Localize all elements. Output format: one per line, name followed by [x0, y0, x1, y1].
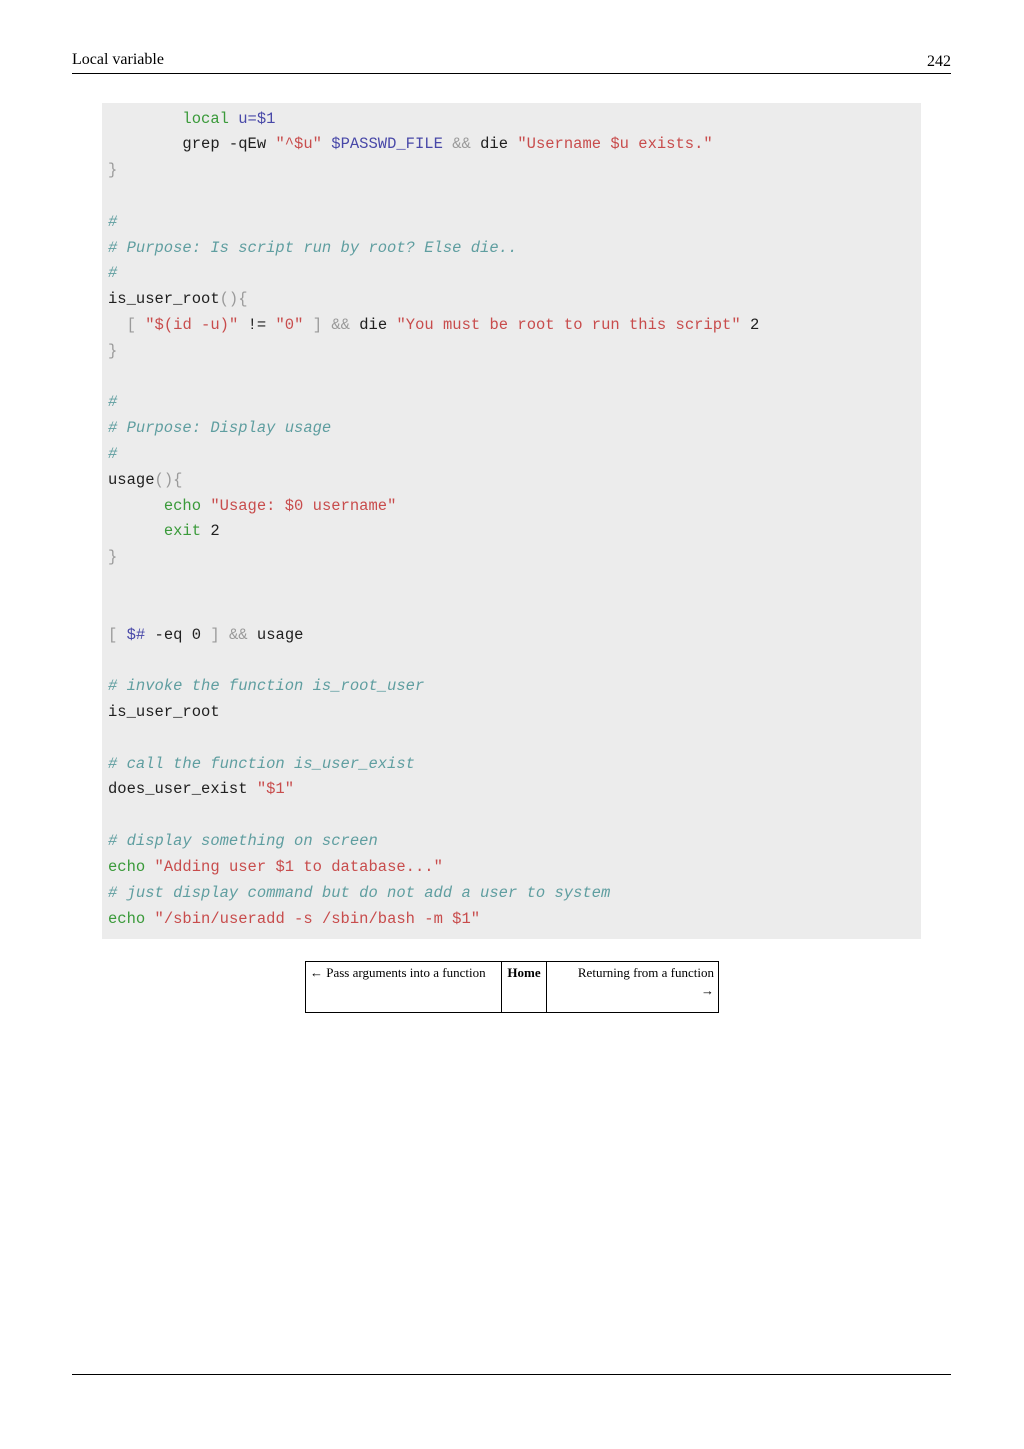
- right-arrow-icon: →: [701, 983, 714, 998]
- code-comment: #: [108, 393, 118, 411]
- code-token: ]: [210, 626, 220, 644]
- code-token: [: [108, 626, 118, 644]
- code-comment: # just display command but do not add a user to system: [108, 884, 611, 902]
- page-header: [72, 50, 951, 74]
- code-line: [108, 857, 443, 877]
- code-token: (){: [219, 290, 248, 308]
- code-block: [102, 103, 921, 939]
- code-token: 2: [749, 316, 760, 334]
- code-token: "^$u": [275, 135, 322, 153]
- code-line: [108, 134, 713, 154]
- code-token: "$(id -u)": [145, 316, 239, 334]
- code-line: }: [108, 161, 118, 179]
- code-comment: #: [108, 264, 118, 282]
- code-token: "Username $u exists.": [517, 135, 713, 153]
- code-line: [108, 289, 248, 309]
- code-line: [108, 470, 182, 490]
- code-token: echo: [108, 910, 146, 928]
- code-token: (){: [154, 471, 183, 489]
- code-token: does_user_exist: [108, 780, 257, 798]
- code-comment: # display something on screen: [108, 832, 378, 850]
- code-token: usage: [256, 626, 304, 644]
- code-token: $#: [126, 626, 146, 644]
- code-token: &&: [452, 135, 471, 153]
- code-token: u=$1: [238, 110, 276, 128]
- code-token: "Adding user $1 to database...": [154, 858, 443, 876]
- code-comment: # call the function is_user_exist: [108, 755, 415, 773]
- code-line: [108, 779, 294, 799]
- code-comment: # invoke the function is_root_user: [108, 677, 425, 695]
- code-comment: # Purpose: Is script run by root? Else die..: [108, 239, 518, 257]
- code-token: "/sbin/useradd -s /sbin/bash -m $1": [154, 910, 481, 928]
- code-token: grep -qEw: [182, 135, 276, 153]
- prev-page-link[interactable]: ← Pass arguments into a function: [306, 962, 502, 1012]
- code-token: ]: [312, 316, 323, 334]
- code-token: local: [182, 110, 229, 128]
- navigation-table: [305, 961, 719, 1013]
- code-line: [108, 496, 396, 516]
- code-token: $PASSWD_FILE: [331, 135, 443, 153]
- code-token: is_user_root: [108, 290, 220, 308]
- code-line: }: [108, 342, 118, 360]
- code-token: [: [126, 316, 136, 334]
- code-comment: #: [108, 213, 118, 231]
- code-token: echo: [163, 497, 202, 515]
- page-title: Local variable: [72, 51, 164, 68]
- next-page-link[interactable]: [547, 962, 718, 1012]
- code-token: !=: [247, 316, 267, 334]
- code-token: usage: [108, 471, 155, 489]
- code-token: &&: [229, 626, 248, 644]
- footer-rule: [72, 1374, 951, 1375]
- home-link[interactable]: Home: [502, 962, 547, 1012]
- code-token: -eq 0: [154, 626, 202, 644]
- code-line: [108, 521, 220, 541]
- code-token: 2: [210, 522, 220, 540]
- code-token: die: [359, 316, 388, 334]
- code-line: }: [108, 548, 118, 566]
- code-token: die: [480, 135, 509, 153]
- code-comment: # Purpose: Display usage: [108, 419, 332, 437]
- code-line: [108, 315, 759, 335]
- code-token: "You must be root to run this script": [396, 316, 741, 334]
- next-page-label: Returning from a function: [577, 965, 714, 980]
- code-token: &&: [331, 316, 350, 334]
- code-token: echo: [108, 858, 146, 876]
- code-line: [108, 909, 480, 929]
- code-token: exit: [163, 522, 202, 540]
- code-token: "$1": [256, 780, 295, 798]
- code-line: is_user_root: [108, 703, 220, 721]
- code-token: "Usage: $0 username": [210, 497, 397, 515]
- code-line: [108, 625, 303, 645]
- code-line: [108, 109, 275, 129]
- page-number: 242: [927, 53, 951, 70]
- code-token: "0": [275, 316, 304, 334]
- code-comment: #: [108, 445, 118, 463]
